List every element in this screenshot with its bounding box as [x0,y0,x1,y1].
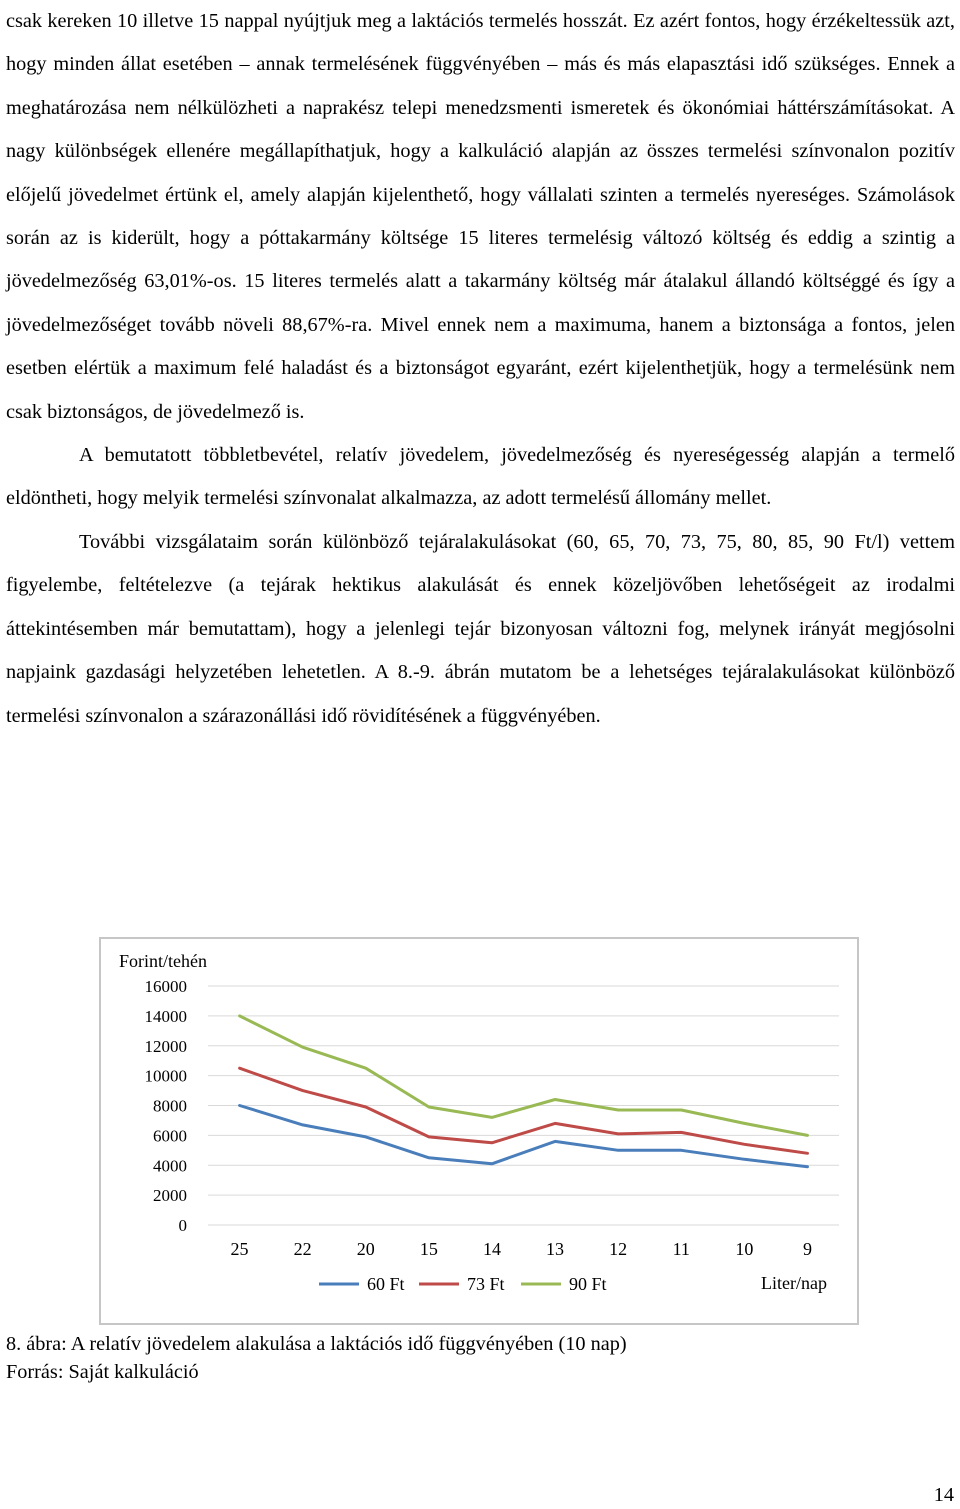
x-axis-label: Liter/nap [761,1273,827,1293]
x-tick-label: 11 [672,1239,690,1259]
series-line-1 [240,1106,808,1167]
y-tick-label: 14000 [144,1006,187,1026]
y-axis-label: Forint/tehén [119,951,207,971]
legend-label: 90 Ft [569,1274,607,1294]
x-tick-label: 10 [735,1239,754,1259]
y-tick-label: 0 [178,1216,187,1235]
page-number: 14 [933,1484,954,1506]
series-line-2 [240,1068,808,1153]
body-text [6,0,955,738]
legend-label: 60 Ft [367,1274,405,1294]
line-chart [101,939,857,1323]
figure-caption-block [6,1330,627,1386]
y-tick-label: 4000 [153,1156,187,1176]
paragraph-1: csak kereken 10 illetve 15 nappal nyújtjuk meg a laktációs termelés hosszát. Ez azért fontos, hogy érzékeltessük azt, hogy minden állat esetében – annak termelésének függvényében – más és más elapasztási idő szükséges. Ennek a meghatározása nem nélkülözheti a naprakész telepi menedzsmenti ismeretek és ökonómiai háttérszámításokat. A nagy különbségek ellenére megállapíthatjuk, hogy a kalkuláció alapján az összes termelési színvonalon pozitív előjelű jövedelmet értünk el, amely alapján kijelenthető, hogy vállalati szinten a termelés nyereséges. Számolások során az is kiderült, hogy a póttakarmány költsége 15 literes termelésig változó költség és eddig a szintig a jövedelmezőség 63,01%-os. 15 literes termelés alatt a takarmány költség már átalakul állandó költséggé és így a jövedelmezőséget tovább növeli 88,67%-ra. Mivel ennek nem a maximuma, hanem a biztonsága a fontos, jelen esetben elértük a maximum felé haladást és a biztonságot egyaránt, ezért kijelenthetjük, hogy a termelésünk nem csak biztonságos, de jövedelmező is. [6,10,955,423]
y-tick-label: 16000 [144,977,187,996]
x-tick-label: 22 [293,1239,312,1259]
x-tick-label: 14 [482,1239,501,1259]
figure-caption: 8. ábra: A relatív jövedelem alakulása a laktációs idő függvényében (10 nap) [6,1333,627,1355]
legend-label: 73 Ft [467,1274,505,1294]
figure-source: Forrás: Saját kalkuláció [6,1361,199,1383]
x-tick-label: 15 [419,1239,438,1259]
y-tick-label: 8000 [153,1096,187,1116]
y-tick-label: 10000 [144,1066,187,1086]
paragraph-2: A bemutatott többletbevétel, relatív jövedelem, jövedelmezőség és nyereségesség alapján a termelő eldöntheti, hogy melyik termelési színvonalat alkalmazza, az adott termelésű állomány mellet. [6,444,955,510]
x-tick-label: 9 [802,1239,812,1259]
paragraph-3: További vizsgálataim során különböző tejáralakulásokat (60, 65, 70, 73, 75, 80, 85, 90 Ft/l) vettem figyelembe, feltételezve (a tejárak hektikus alakulását és ennek közeljövőben lehetőségeit az irodalmi áttekintésemben már bemutattam), hogy a jelenlegi tejár bizonyosan változni fog, melynek irányát megjósolni napjaink gazdasági helyzetében lehetetlen. A 8.-9. ábrán mutatom be a lehetséges tejáralakulásokat különböző termelési színvonalon a szárazonállási idő rövidítésének a függvényében. [6,530,955,727]
x-tick-label: 13 [546,1239,565,1259]
line-chart-figure [99,937,859,1325]
y-tick-label: 2000 [153,1186,187,1206]
x-tick-label: 20 [356,1239,375,1259]
y-tick-label: 6000 [153,1126,187,1146]
x-tick-label: 12 [609,1239,628,1259]
y-tick-label: 12000 [144,1036,187,1056]
x-tick-label: 25 [230,1239,249,1259]
